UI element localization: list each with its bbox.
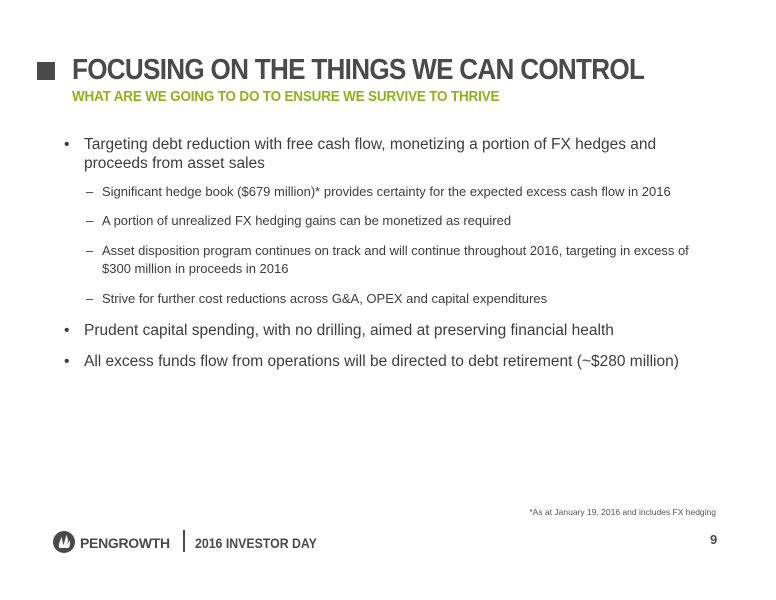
event-name: 2016 INVESTOR DAY — [195, 535, 317, 551]
slide-title: FOCUSING ON THE THINGS WE CAN CONTROL — [72, 54, 645, 86]
bullet-debt-reduction: • Targeting debt reduction with free cash flow, monetizing a portion of FX hedges and proceeds from asset sales — [84, 135, 704, 173]
bullet-capital-spending: • Prudent capital spending, with no drilling, aimed at preserving financial health — [84, 321, 704, 340]
sub-bullet-hedge-book: – Significant hedge book ($679 million)* provides certainty for the expected excess cash flow in 2016 — [102, 183, 712, 201]
sub-bullet-asset-disposition: – Asset disposition program continues on track and will continue throughout 2016, targeting in excess of $300 million in proceeds in 2016 — [102, 242, 712, 278]
bullet-debt-retirement: • All excess funds flow from operations will be directed to debt retirement (~$280 million) — [84, 352, 704, 371]
footer-divider — [183, 530, 185, 552]
page-number: 9 — [710, 532, 718, 547]
brand-name: PENGROWTH — [80, 535, 170, 551]
sub-bullet-fx-gains: – A portion of unrealized FX hedging gains can be monetized as required — [102, 212, 712, 230]
sub-bullet-cost-reductions: – Strive for further cost reductions across G&A, OPEX and capital expenditures — [102, 290, 712, 308]
pengrowth-flame-logo-icon — [52, 530, 76, 554]
title-square-icon — [37, 62, 55, 80]
footnote: *As at January 19, 2016 and includes FX hedging — [529, 507, 716, 517]
slide-subtitle: WHAT ARE WE GOING TO DO TO ENSURE WE SURVIVE TO THRIVE — [72, 89, 500, 105]
